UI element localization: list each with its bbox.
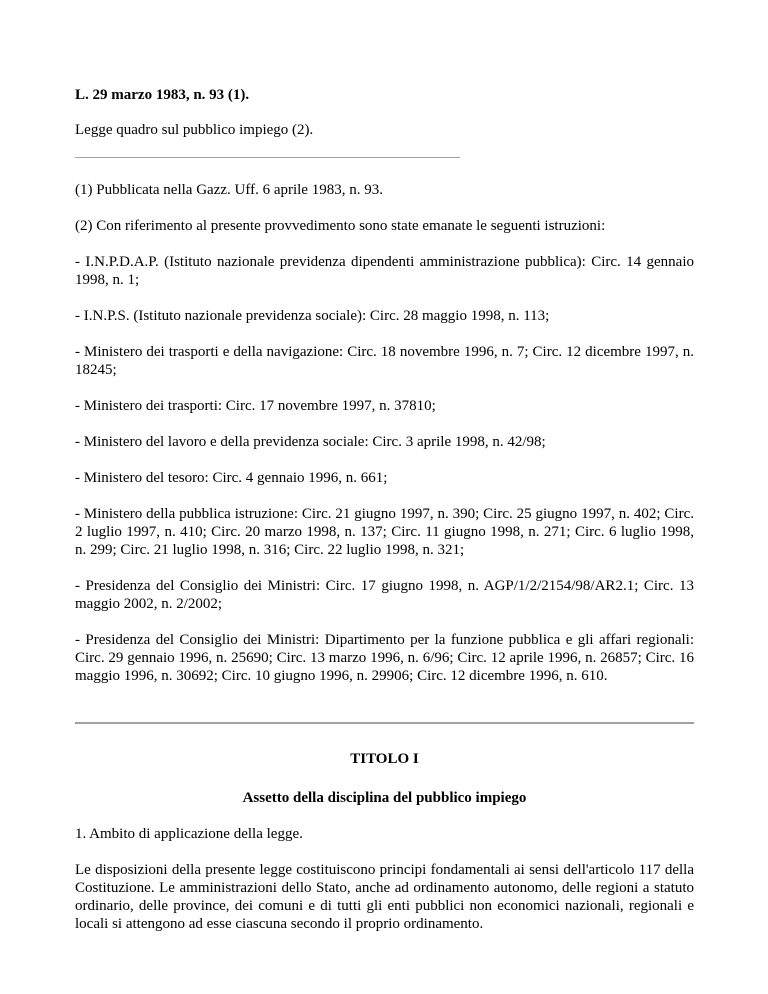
- titolo-heading: TITOLO I: [350, 751, 419, 767]
- law-title: L. 29 marzo 1983, n. 93 (1).: [75, 87, 250, 103]
- footnote-item: - Presidenza del Consiglio dei Ministri: Dipartimento per la funzione pubblica e gli affari regionali: Circ. 29 gennaio 1996, n. 25690; Circ. 13 marzo 1996, n. 6/96; Circ. 12 aprile 1996, n. 26857; Circ. 16 maggio 1996, n. 30692; Circ. 10 giugno 1996, n. 29906; Circ. 12 dicembre 1996, n. 610.: [75, 632, 694, 684]
- footnote-item: - Presidenza del Consiglio dei Ministri: Circ. 17 giugno 1998, n. AGP/1/2/2154/98/AR2.1; Circ. 13 maggio 2002, n. 2/2002;: [75, 578, 694, 612]
- footnote-1: (1) Pubblicata nella Gazz. Uff. 6 aprile 1983, n. 93.: [75, 182, 383, 198]
- footnote-item: - Ministero dei trasporti: Circ. 17 novembre 1997, n. 37810;: [75, 398, 436, 414]
- footnote-item: - Ministero del lavoro e della previdenza sociale: Circ. 3 aprile 1998, n. 42/98;: [75, 434, 546, 450]
- footnote-item: - Ministero della pubblica istruzione: Circ. 21 giugno 1997, n. 390; Circ. 25 giugno 1997, n. 402; Circ. 2 luglio 1997, n. 410; Circ. 20 marzo 1998, n. 137; Circ. 11 giugno 1998, n. 271; Circ. 6 luglio 1998, n. 299; Circ. 21 luglio 1998, n. 316; Circ. 22 luglio 1998, n. 321;: [75, 506, 694, 558]
- footnote-item: - Ministero del tesoro: Circ. 4 gennaio 1996, n. 661;: [75, 470, 388, 486]
- document-page: [75, 75, 694, 933]
- footnote-item: - Ministero dei trasporti e della navigazione: Circ. 18 novembre 1996, n. 7; Circ. 12 dicembre 1997, n. 18245;: [75, 344, 694, 378]
- footnote-item: - I.N.P.S. (Istituto nazionale previdenza sociale): Circ. 28 maggio 1998, n. 113;: [75, 308, 550, 324]
- section-divider: [75, 722, 694, 724]
- article-title: 1. Ambito di applicazione della legge.: [75, 826, 303, 842]
- titolo-subheading: Assetto della disciplina del pubblico impiego: [242, 790, 527, 806]
- footnote-2: (2) Con riferimento al presente provvedimento sono state emanate le seguenti istruzioni:: [75, 218, 606, 234]
- footnotes: [75, 181, 694, 685]
- footnote-separator: [75, 157, 460, 158]
- footnote-item: - I.N.P.D.A.P. (Istituto nazionale previdenza dipendenti amministrazione pubblica): Circ. 14 gennaio 1998, n. 1;: [75, 254, 694, 288]
- law-subtitle: Legge quadro sul pubblico impiego (2).: [75, 122, 314, 138]
- article-body: Le disposizioni della presente legge costituiscono principi fondamentali ai sensi dell'articolo 117 della Costituzione. Le amministrazioni dello Stato, anche ad ordinamento autonomo, delle regioni a statuto ordinario, delle province, dei comuni e di tutti gli enti pubblici non economici nazionali, regionali e locali si attengono ad esse ciascuna secondo il proprio ordinamento.: [75, 862, 694, 932]
